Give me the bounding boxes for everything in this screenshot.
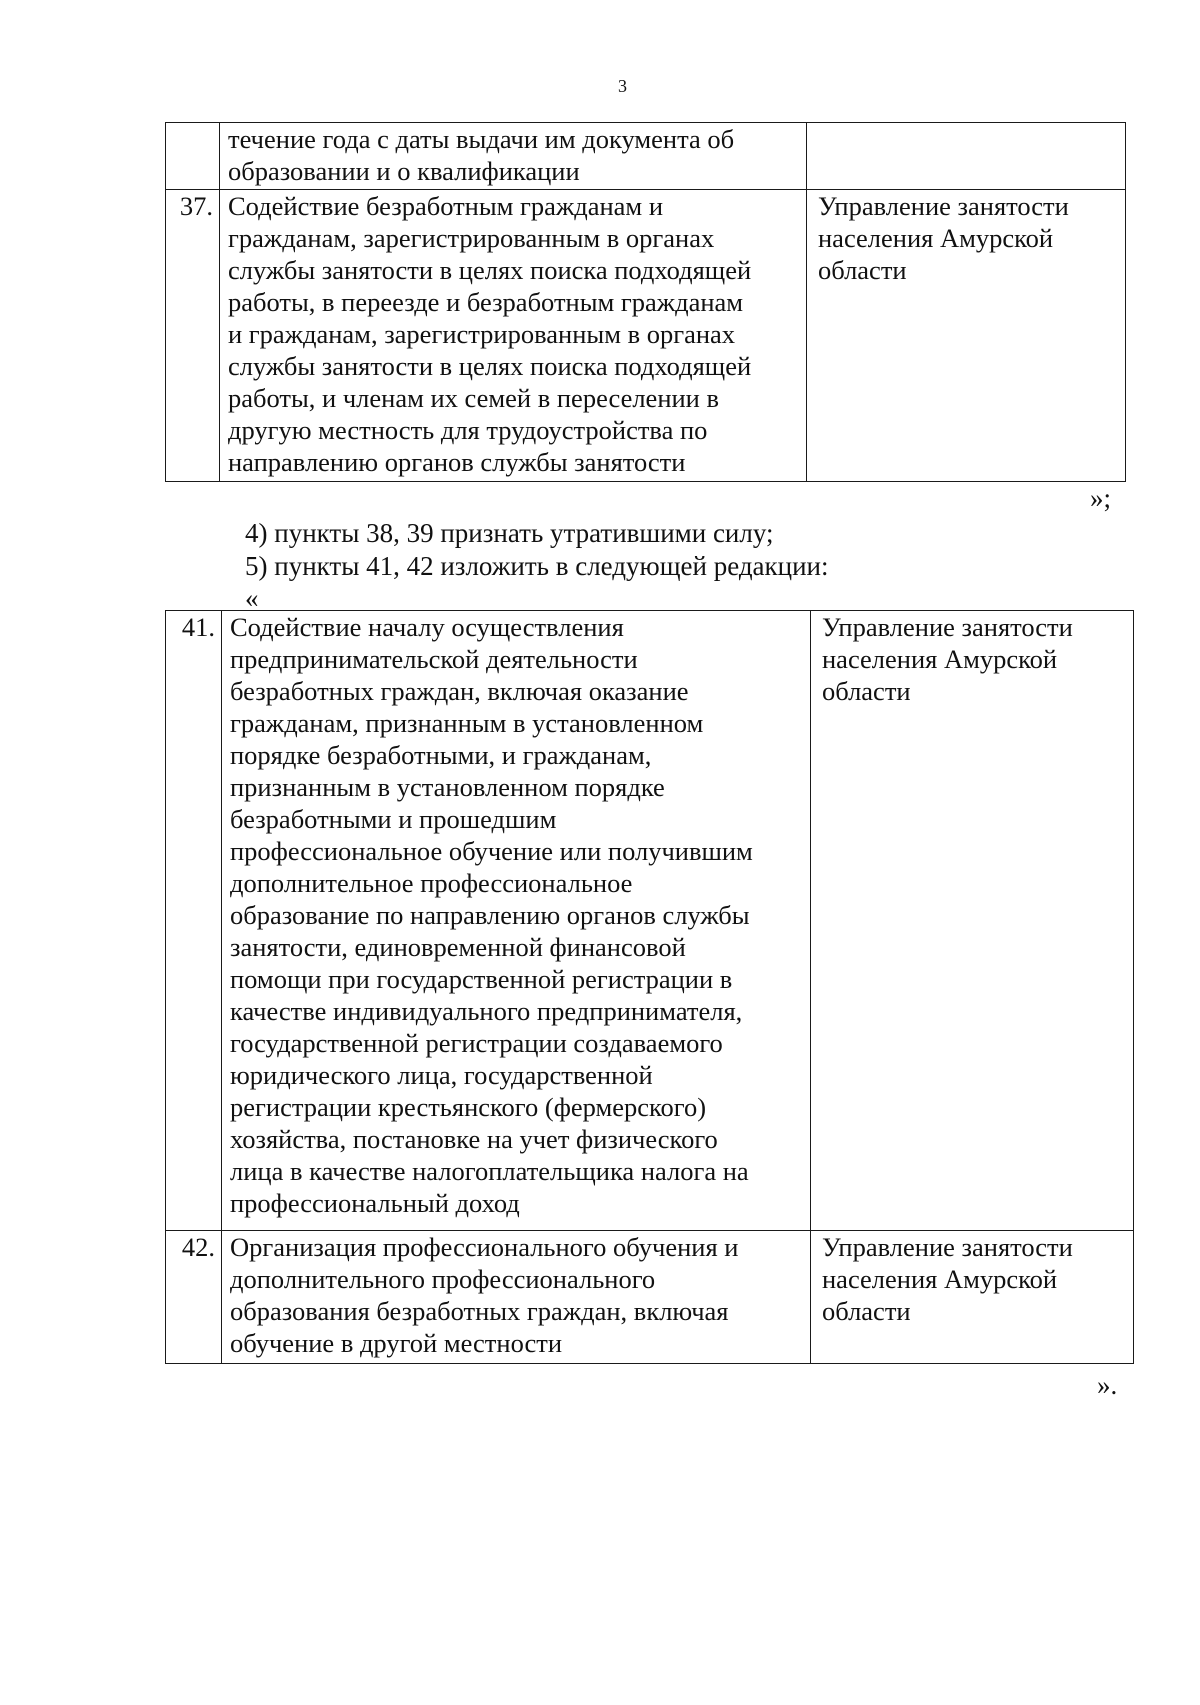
text-line: занятости, единовременной финансовой xyxy=(230,932,686,962)
text-line: гражданам, признанным в установленном xyxy=(230,708,704,738)
text-line: обучение в другой местности xyxy=(230,1328,563,1358)
text-line: Содействие безработным гражданам и xyxy=(228,191,664,221)
responsible-org xyxy=(807,190,1126,482)
row-number: 42. xyxy=(166,1231,222,1364)
org-line: Управление занятости xyxy=(822,1232,1073,1262)
text-line: Содействие началу осуществления xyxy=(230,612,624,642)
org-line: области xyxy=(818,255,907,285)
text-line: безработных граждан, включая оказание xyxy=(230,676,689,706)
text-line: хозяйства, постановке на учет физического xyxy=(230,1124,718,1154)
text-line: порядке безработными, и гражданам, xyxy=(230,740,652,770)
text-line: гражданам, зарегистрированным в органах xyxy=(228,223,715,253)
service-description xyxy=(220,123,807,190)
org-line: Управление занятости xyxy=(818,191,1069,221)
text-line: дополнительного профессионального xyxy=(230,1264,656,1294)
paragraph-item-4: 4) пункты 38, 39 признать утратившими силу; xyxy=(245,518,774,548)
text-line: образования безработных граждан, включая xyxy=(230,1296,729,1326)
org-line: области xyxy=(822,1296,911,1326)
text-line: направлению органов службы занятости xyxy=(228,447,686,477)
text-line: безработными и прошедшим xyxy=(230,804,557,834)
text-line: образование по направлению органов службы xyxy=(230,900,750,930)
services-table-new-edition xyxy=(165,610,1134,1364)
text-line: течение года с даты выдачи им документа об xyxy=(228,124,735,154)
text-line: Организация профессионального обучения и xyxy=(230,1232,739,1262)
service-description xyxy=(220,190,807,482)
text-line: дополнительное профессиональное xyxy=(230,868,633,898)
opening-quote: « xyxy=(245,583,259,613)
text-line: работы, в переезде и безработным гражданам xyxy=(228,287,744,317)
table-row xyxy=(166,1231,1134,1364)
table-row xyxy=(166,611,1134,1231)
text-line: государственной регистрации создаваемого xyxy=(230,1028,723,1058)
text-line: работы, и членам их семей в переселении в xyxy=(228,383,720,413)
row-number xyxy=(166,123,220,190)
org-line: Управление занятости xyxy=(822,612,1073,642)
text-line: образовании и о квалификации xyxy=(228,156,580,186)
text-line: профессиональный доход xyxy=(230,1188,520,1218)
org-line: населения Амурской xyxy=(818,223,1054,253)
page-number: 3 xyxy=(618,76,627,96)
text-line: регистрации крестьянского (фермерского) xyxy=(230,1092,707,1122)
responsible-org xyxy=(807,123,1126,190)
services-table-continued xyxy=(165,122,1126,482)
text-line: службы занятости в целях поиска подходящей xyxy=(228,351,752,381)
responsible-org xyxy=(811,611,1134,1231)
text-line: признанным в установленном порядке xyxy=(230,772,665,802)
text-line: предпринимательской деятельности xyxy=(230,644,638,674)
text-line: службы занятости в целях поиска подходящей xyxy=(228,255,752,285)
row-number: 37. xyxy=(166,190,220,482)
text-line: другую местность для трудоустройства по xyxy=(228,415,708,445)
service-description xyxy=(222,611,811,1231)
org-line: области xyxy=(822,676,911,706)
text-line: лица в качестве налогоплательщика налога на xyxy=(230,1156,749,1186)
responsible-org xyxy=(811,1231,1134,1364)
org-line: населения Амурской xyxy=(822,1264,1058,1294)
paragraph-item-5: 5) пункты 41, 42 изложить в следующей редакции: xyxy=(245,551,829,581)
text-line: и гражданам, зарегистрированным в органах xyxy=(228,319,736,349)
closing-quote: ». xyxy=(1097,1370,1118,1400)
service-description xyxy=(222,1231,811,1364)
table-row xyxy=(166,123,1126,190)
text-line: качестве индивидуального предпринимателя, xyxy=(230,996,743,1026)
closing-quote: »; xyxy=(1090,483,1112,513)
row-number: 41. xyxy=(166,611,222,1231)
text-line: профессиональное обучение или получившим xyxy=(230,836,753,866)
table-row xyxy=(166,190,1126,482)
org-line: населения Амурской xyxy=(822,644,1058,674)
text-line: юридического лица, государственной xyxy=(230,1060,653,1090)
text-line: помощи при государственной регистрации в xyxy=(230,964,733,994)
